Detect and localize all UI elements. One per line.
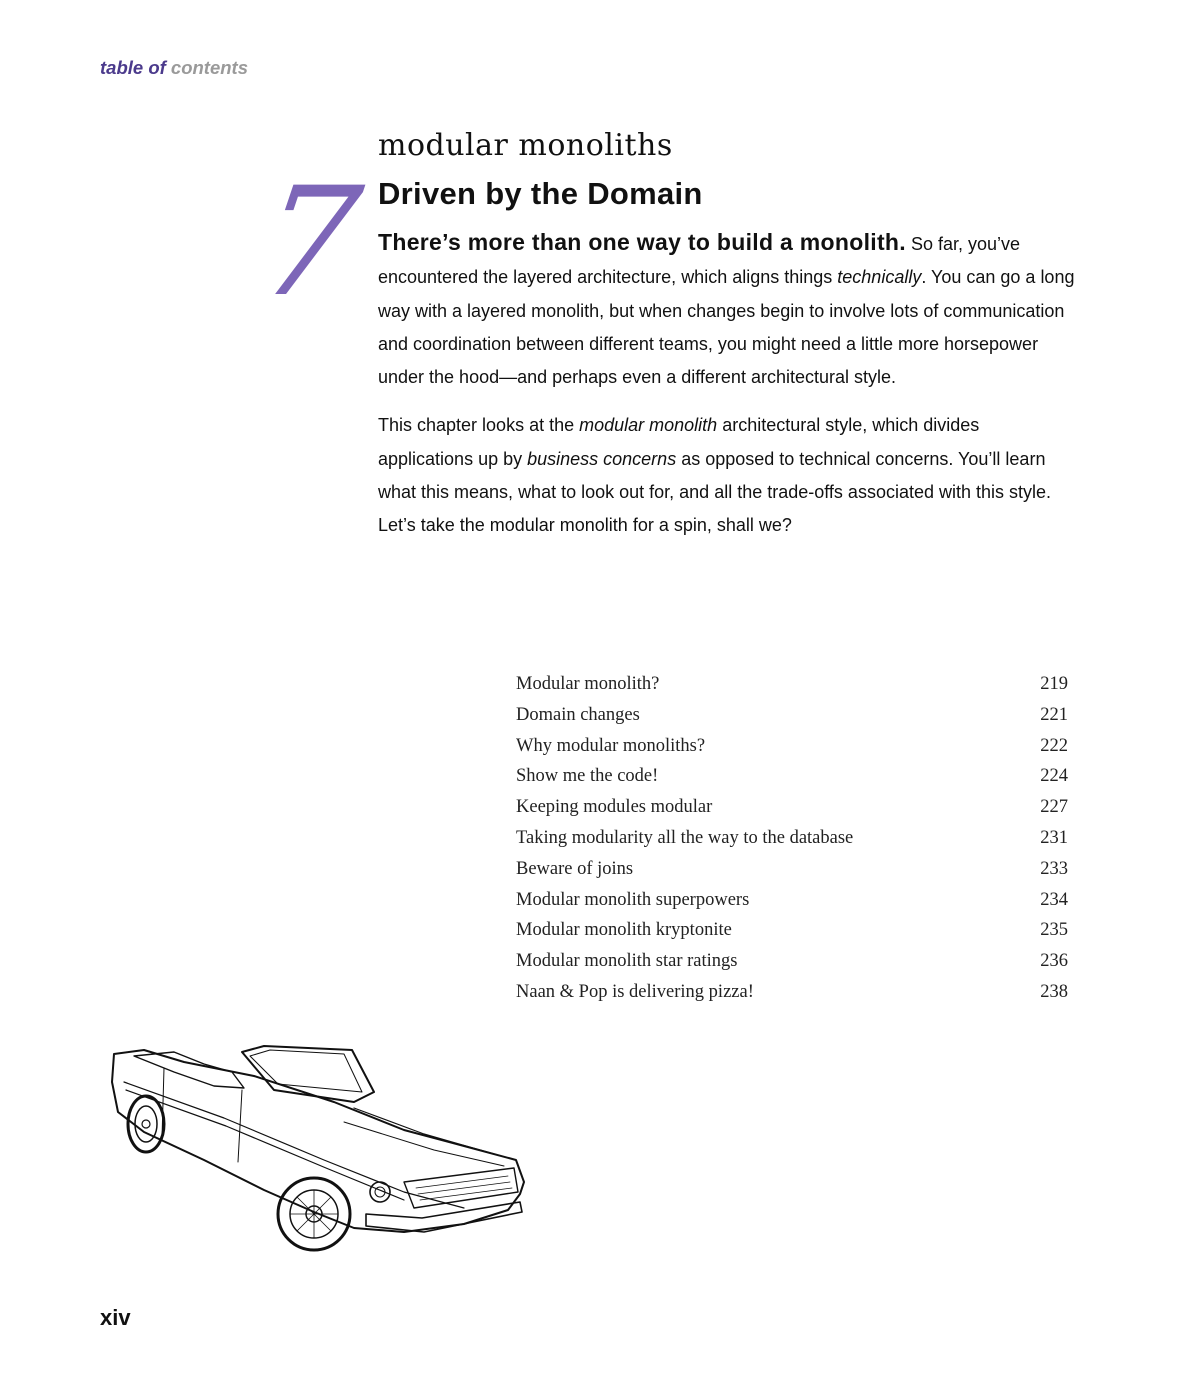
toc-entry-title: Modular monolith kryptonite — [516, 920, 732, 941]
intro-text: So far, you’ve encountered the layered architecture, which aligns things — [378, 234, 1021, 288]
intro-text: This chapter looks at the — [378, 415, 580, 436]
intro-lead: There’s more than one way to build a monolith. — [378, 229, 906, 255]
toc-entry-title: Domain changes — [516, 704, 640, 725]
toc-entry-page: 238 — [1040, 981, 1068, 1002]
intro-paragraph-1 — [378, 226, 1078, 394]
convertible-car-illustration — [104, 1042, 534, 1262]
toc-entry-page: 231 — [1040, 827, 1068, 848]
toc-entry-page: 235 — [1040, 920, 1068, 941]
page-number: xiv — [100, 1305, 131, 1330]
toc-entry[interactable] — [516, 946, 1068, 977]
toc-entry-page: 221 — [1040, 704, 1068, 725]
intro-emphasis: business concerns — [527, 448, 677, 469]
toc-entry[interactable] — [516, 977, 1068, 1008]
running-header — [100, 57, 248, 79]
toc-entry-title: Beware of joins — [516, 858, 634, 879]
toc-entry-page: 227 — [1040, 797, 1068, 818]
toc-entry-page: 222 — [1040, 735, 1068, 756]
toc-entry-title: Taking modularity all the way to the database — [516, 827, 854, 848]
chapter-number: 7 — [249, 156, 370, 330]
toc-entry-title: Why modular monoliths? — [516, 735, 706, 756]
toc-entry-title: Show me the code! — [516, 766, 659, 787]
toc-entry-page: 236 — [1040, 951, 1068, 972]
toc-entry[interactable] — [516, 792, 1068, 823]
toc-entry[interactable] — [516, 915, 1068, 946]
toc-list — [516, 669, 1068, 1008]
toc-entry[interactable] — [516, 669, 1068, 700]
toc-entry[interactable] — [516, 854, 1068, 885]
toc-entry[interactable] — [516, 761, 1068, 792]
toc-entry-page: 224 — [1040, 766, 1068, 787]
toc-entry[interactable] — [516, 700, 1068, 731]
toc-entry-page: 233 — [1040, 858, 1068, 879]
toc-entry-title: Modular monolith star ratings — [516, 951, 738, 972]
intro-emphasis: technically — [837, 267, 922, 288]
toc-entry[interactable] — [516, 731, 1068, 762]
chapter-intro — [378, 226, 1078, 543]
intro-text: as opposed to technical concerns. You’ll learn what this means, what to look out for, and all the trade-offs associated with this style. Let’s take the modular monolith for a spin, shall we? — [378, 448, 1052, 536]
intro-emphasis: modular monolith — [579, 415, 718, 436]
intro-text: architectural style, which divides applications up by — [378, 415, 980, 469]
toc-entry-title: Modular monolith? — [516, 674, 660, 694]
toc-entry-title: Naan & Pop is delivering pizza! — [516, 981, 754, 1002]
toc-entry-title: Modular monolith superpowers — [516, 889, 750, 910]
header-part-1: table of — [100, 57, 166, 78]
toc-entry-page: 234 — [1040, 889, 1068, 910]
intro-paragraph-2 — [378, 409, 1078, 542]
chapter-subtitle: modular monoliths — [378, 128, 673, 163]
toc-entry[interactable] — [516, 823, 1068, 854]
toc-entry-title: Keeping modules modular — [516, 797, 713, 818]
intro-text: . You can go a long way with a layered monolith, but when changes begin to involve lots of communication and coordination between different teams, you might need a little more horsepower under the hood—and perhaps even a different architectural style. — [378, 267, 1075, 388]
toc-entry-page: 219 — [1040, 674, 1068, 694]
toc-entry[interactable] — [516, 885, 1068, 916]
chapter-title: Driven by the Domain — [378, 176, 703, 211]
header-part-2: contents — [170, 57, 249, 78]
